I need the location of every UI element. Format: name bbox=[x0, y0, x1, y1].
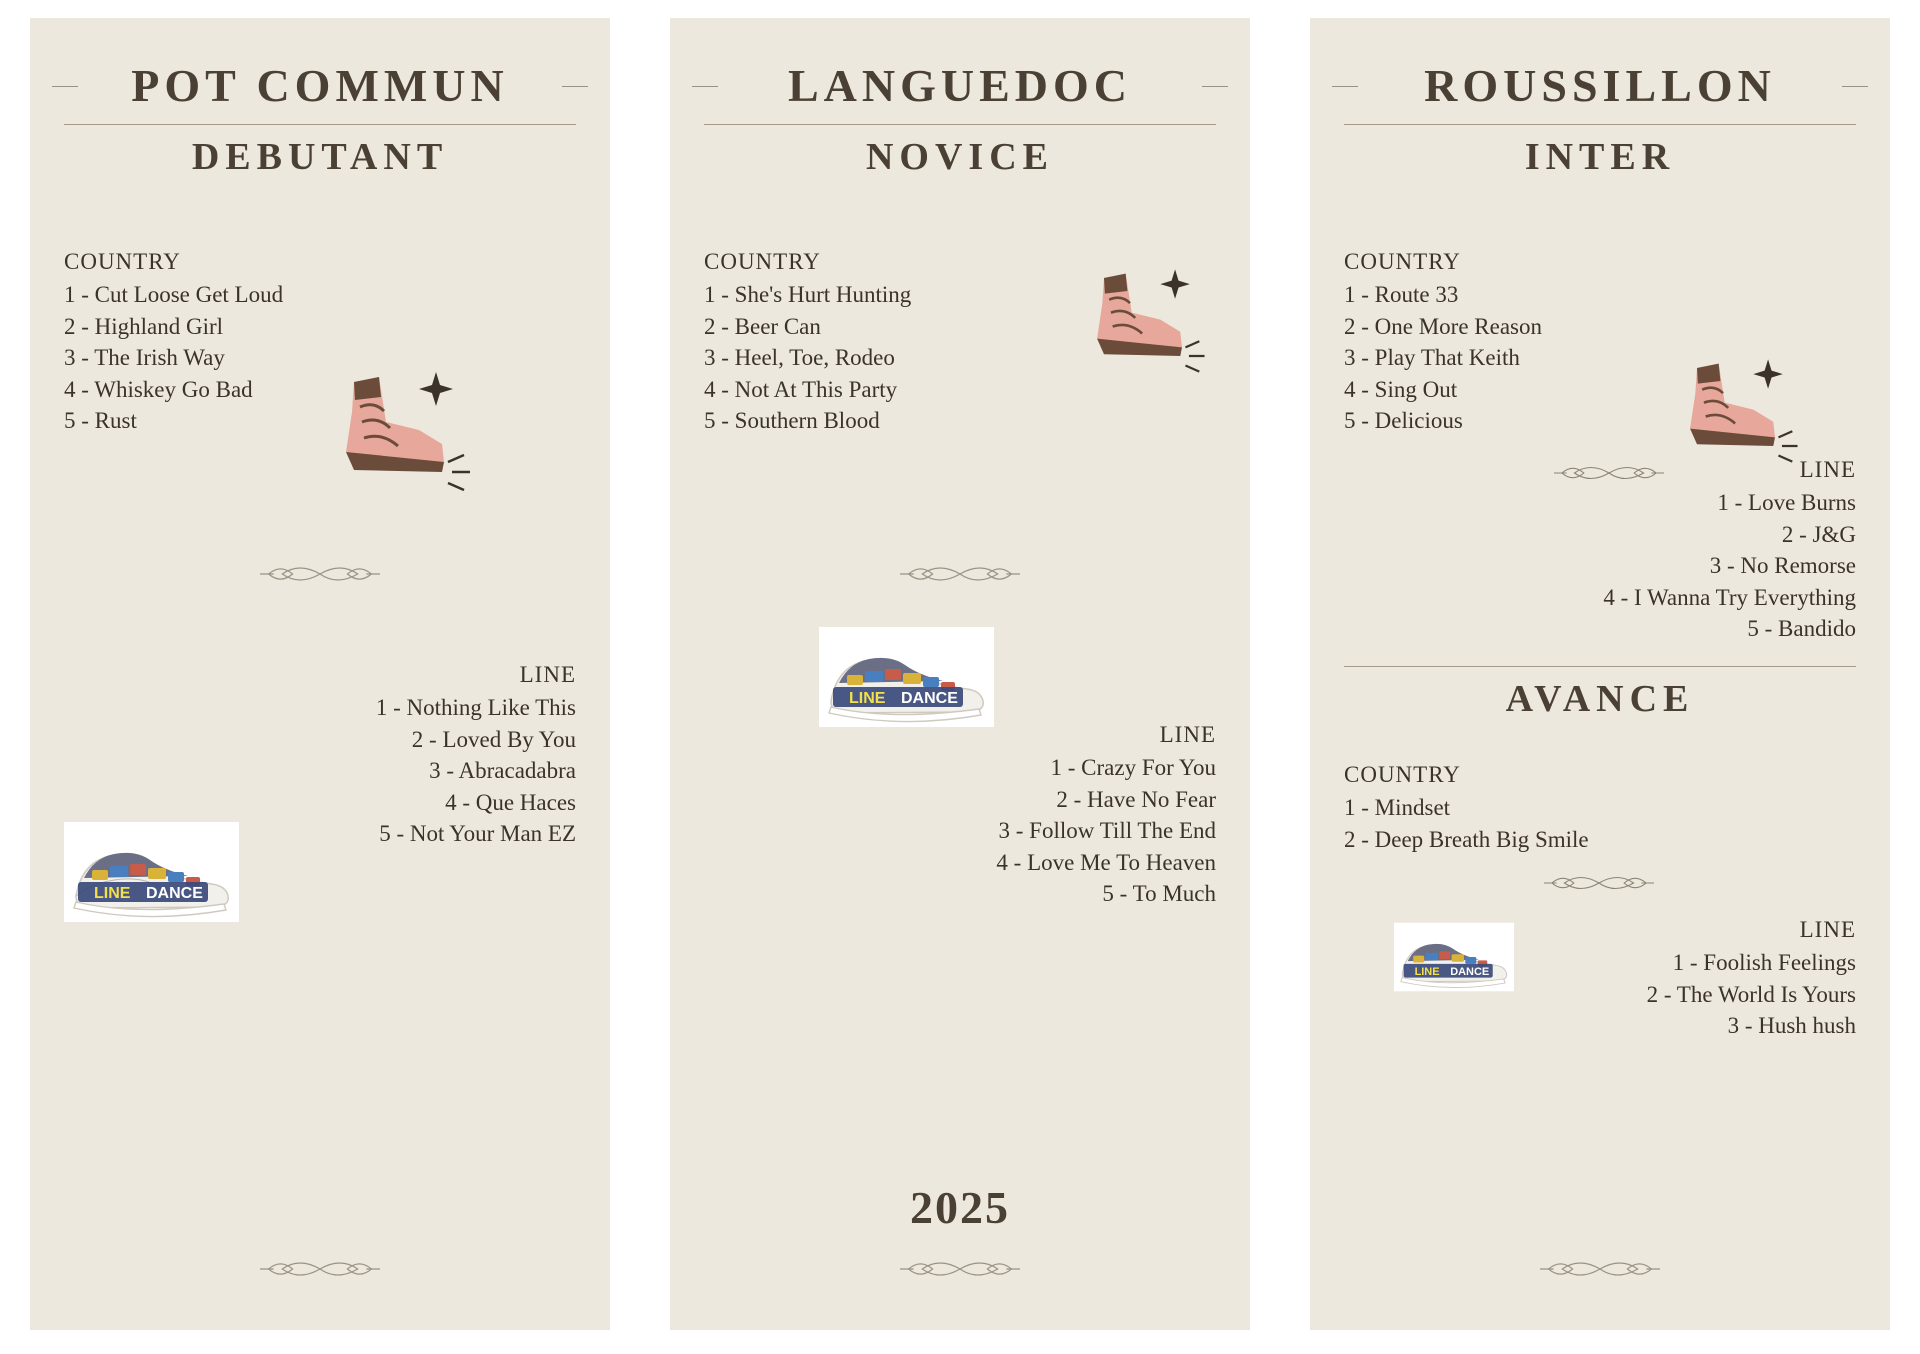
song-item: 4 - I Wanna Try Everything bbox=[1603, 584, 1856, 610]
cowboy-boot-icon bbox=[1671, 342, 1801, 472]
song-item: 3 - Play That Keith bbox=[1344, 345, 1520, 371]
panel-roussillon bbox=[1310, 18, 1890, 1330]
song-item: 1 - Mindset bbox=[1344, 795, 1451, 820]
song-item: 1 - Crazy For You bbox=[1050, 755, 1216, 780]
subtitle2-divider-wrap bbox=[1344, 652, 1856, 721]
ornamental-flourish-icon bbox=[64, 562, 576, 591]
song-item: 2 - Highland Girl bbox=[64, 313, 224, 339]
section-heading: LINE bbox=[519, 662, 576, 687]
song-item: 4 - Love Me To Heaven bbox=[996, 849, 1216, 875]
song-item: 1 - Cut Loose Get Loud bbox=[64, 282, 284, 308]
svg-text:LINE: LINE bbox=[849, 690, 886, 707]
svg-text:DANCE: DANCE bbox=[146, 885, 203, 902]
ornamental-flourish-icon bbox=[1344, 1257, 1856, 1286]
section-heading: LINE bbox=[1159, 722, 1216, 747]
panel-pot-commun bbox=[30, 18, 610, 1330]
panel-subtitle: INTER bbox=[1524, 136, 1676, 179]
song-item: 4 - Sing Out bbox=[1344, 376, 1458, 402]
section-heading: COUNTRY bbox=[1344, 762, 1461, 787]
song-item: 5 - To Much bbox=[1102, 881, 1216, 906]
song-item: 2 - One More Reason bbox=[1344, 313, 1543, 339]
section-heading: COUNTRY bbox=[704, 249, 821, 275]
section-heading: LINE bbox=[1799, 917, 1856, 942]
section-country-2 bbox=[1344, 762, 1856, 855]
song-item: 2 - The World Is Yours bbox=[1646, 981, 1856, 1007]
song-item: 3 - Abracadabra bbox=[429, 758, 576, 783]
svg-text:LINE: LINE bbox=[94, 885, 131, 902]
song-item: 1 - Foolish Feelings bbox=[1672, 950, 1856, 975]
song-item: 5 - Bandido bbox=[1747, 616, 1856, 641]
song-item: 2 - Loved By You bbox=[411, 726, 576, 752]
panel-title: ROUSSILLON bbox=[1344, 62, 1856, 110]
section-heading: LINE bbox=[1799, 457, 1856, 482]
song-item: 2 - J&G bbox=[1781, 521, 1856, 547]
song-item: 1 - Nothing Like This bbox=[375, 695, 576, 720]
panel-subtitle: DEBUTANT bbox=[191, 136, 449, 179]
svg-text:DANCE: DANCE bbox=[901, 690, 958, 707]
ornamental-flourish-icon bbox=[704, 562, 1216, 591]
panel-subtitle-2: AVANCE bbox=[1505, 678, 1695, 720]
title-divider bbox=[704, 124, 1216, 125]
song-item: 3 - The Irish Way bbox=[64, 345, 225, 371]
panel-title: POT COMMUN bbox=[64, 62, 576, 110]
song-item: 4 - Whiskey Go Bad bbox=[64, 376, 253, 402]
title-divider bbox=[1344, 124, 1856, 125]
line-dance-sneaker-icon bbox=[819, 627, 994, 727]
song-item: 5 - Rust bbox=[64, 408, 137, 434]
song-item: 4 - Que Haces bbox=[445, 789, 576, 815]
song-item: 1 - Love Burns bbox=[1717, 490, 1856, 515]
song-item: 2 - Have No Fear bbox=[1056, 786, 1216, 812]
ornamental-flourish-icon bbox=[704, 1257, 1216, 1286]
song-item: 2 - Deep Breath Big Smile bbox=[1344, 826, 1589, 852]
title-divider bbox=[64, 124, 576, 125]
panel-languedoc bbox=[670, 18, 1250, 1330]
svg-text:DANCE: DANCE bbox=[1450, 965, 1490, 978]
song-item: 3 - Hush hush bbox=[1727, 1013, 1856, 1038]
subtitle2-divider bbox=[1344, 666, 1856, 667]
year-label: 2025 bbox=[910, 1182, 1010, 1233]
song-item: 5 - Southern Blood bbox=[704, 408, 880, 434]
song-item: 1 - She's Hurt Hunting bbox=[704, 282, 912, 308]
song-item: 4 - Not At This Party bbox=[704, 376, 898, 402]
panel-subtitle: NOVICE bbox=[865, 136, 1055, 179]
section-line-2 bbox=[1344, 917, 1856, 1042]
cowboy-boot-icon bbox=[324, 352, 474, 502]
song-item: 2 - Beer Can bbox=[704, 313, 821, 339]
song-item: 3 - Follow Till The End bbox=[998, 818, 1216, 843]
ornamental-flourish-icon bbox=[1544, 872, 1654, 899]
ornamental-flourish-icon bbox=[64, 1257, 576, 1286]
panel-title: LANGUEDOC bbox=[704, 62, 1216, 110]
song-item: 5 - Delicious bbox=[1344, 408, 1463, 434]
song-item: 5 - Not Your Man EZ bbox=[379, 821, 576, 846]
section-heading: COUNTRY bbox=[1344, 249, 1461, 275]
section-heading: COUNTRY bbox=[64, 249, 181, 275]
svg-text:LINE: LINE bbox=[1414, 965, 1440, 978]
section-country bbox=[64, 249, 576, 437]
cowboy-boot-icon bbox=[1078, 252, 1208, 372]
song-item: 3 - No Remorse bbox=[1709, 553, 1856, 578]
song-item: 1 - Route 33 bbox=[1344, 282, 1459, 308]
section-line bbox=[1344, 457, 1856, 645]
line-dance-sneaker-icon bbox=[64, 822, 239, 922]
song-item: 3 - Heel, Toe, Rodeo bbox=[704, 345, 895, 371]
section-line bbox=[704, 722, 1216, 910]
